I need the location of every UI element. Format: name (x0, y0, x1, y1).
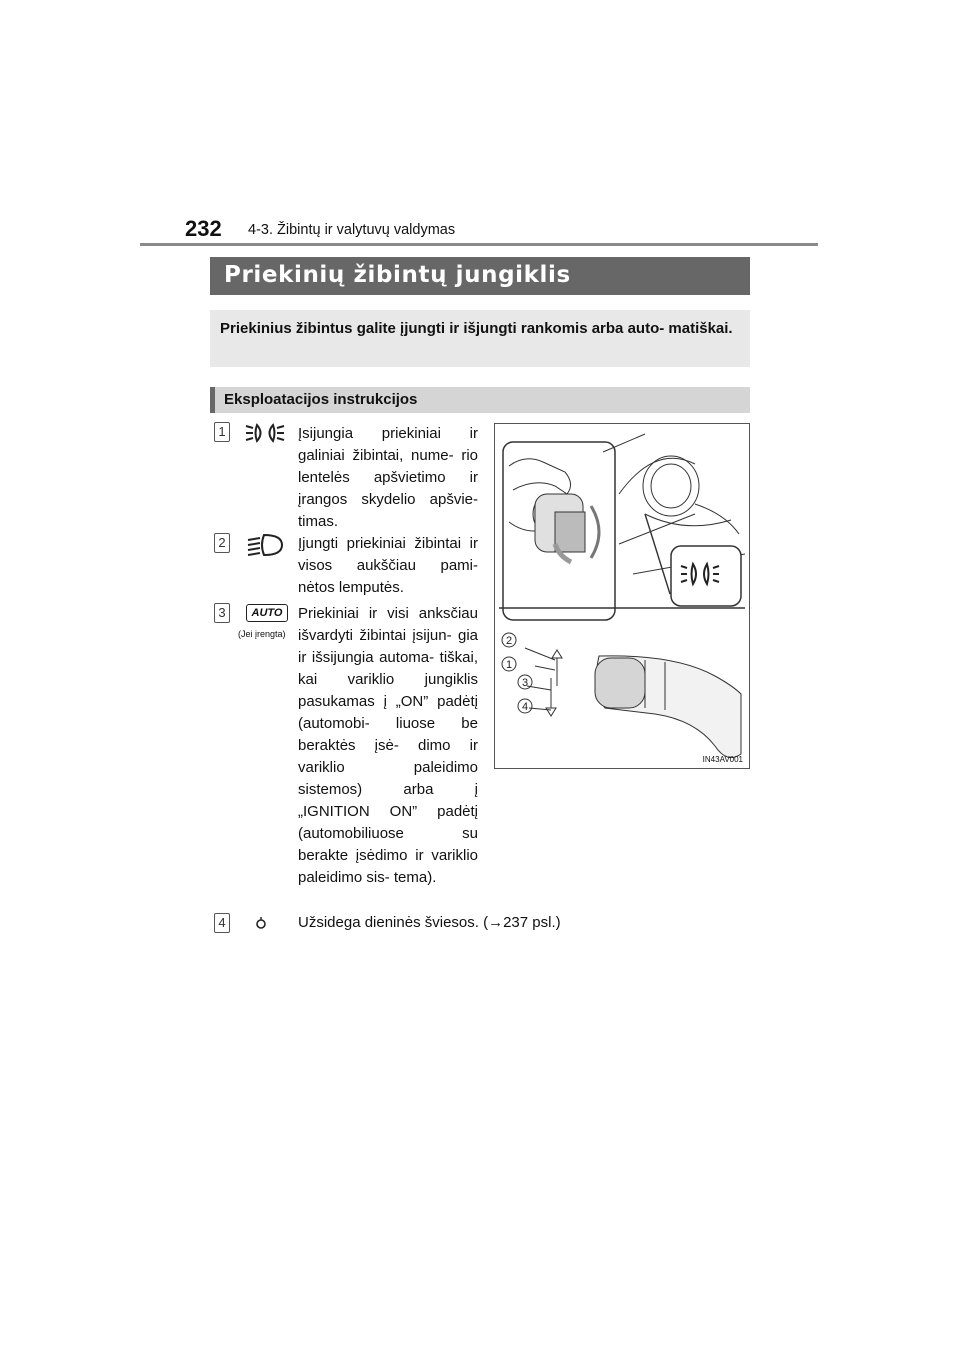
auto-icon: AUTO (246, 604, 288, 622)
subheading-bar (210, 387, 750, 413)
figure-callout-2: 2 (505, 635, 513, 647)
item-number-4: 4 (214, 913, 230, 933)
item-number-1: 1 (214, 422, 230, 442)
intro-text: Priekinius žibintus galite įjungti ir išjungti rankomis arba auto- matiškai. (220, 320, 733, 337)
subheading-accent (210, 387, 215, 413)
figure-callout-4: 4 (521, 701, 529, 713)
page-title: Priekinių žibintų jungiklis (224, 262, 571, 288)
section-title: 4-3. Žibintų ir valytuvų valdymas (248, 222, 456, 238)
figure-callout-1: 1 (505, 659, 513, 671)
page-number: 232 (185, 216, 222, 241)
title-bar (210, 257, 750, 295)
subheading: Eksploatacijos instrukcijos (224, 391, 418, 408)
figure-callout-3: 3 (521, 677, 529, 689)
headlight-icon (246, 533, 286, 557)
figure-switch-illustration (494, 423, 750, 769)
item-number-2: 2 (214, 533, 230, 553)
item-note-3: (Jei įrengta) (238, 629, 286, 639)
item-text-3: Priekiniai ir visi anksčiau išvardyti žibintai įsijun- gia ir išsijungia automa- tiškai, kai variklio jungiklis pasukamas į „ON” padėtį (automobi- liuose be beraktės įsė- dimo ir variklio paleidimo sistemos) arba į „IGNITION ON” padėtį (automobiliuose su berakte įsėdimo ir variklio paleidimo sis- tema). (298, 605, 478, 886)
drl-icon (254, 917, 268, 931)
tail-headlight-icon (244, 421, 286, 445)
figure-code: IN43AV001 (702, 755, 743, 764)
item-number-3: 3 (214, 603, 230, 623)
intro-box (210, 310, 750, 367)
header-divider (140, 243, 818, 246)
switch-illustration (495, 424, 749, 768)
item-text-2: Įjungti priekiniai žibintai ir visos aukščiau pami- nėtos lemputės. (298, 535, 478, 596)
item-text-4: Užsidega dieninės šviesos. (→237 psl.) (298, 914, 561, 931)
item-text-1: Įsijungia priekiniai ir galiniai žibintai, nume- rio lentelės apšvietimo ir įrangos skydelio apšvie- timas. (298, 425, 478, 530)
